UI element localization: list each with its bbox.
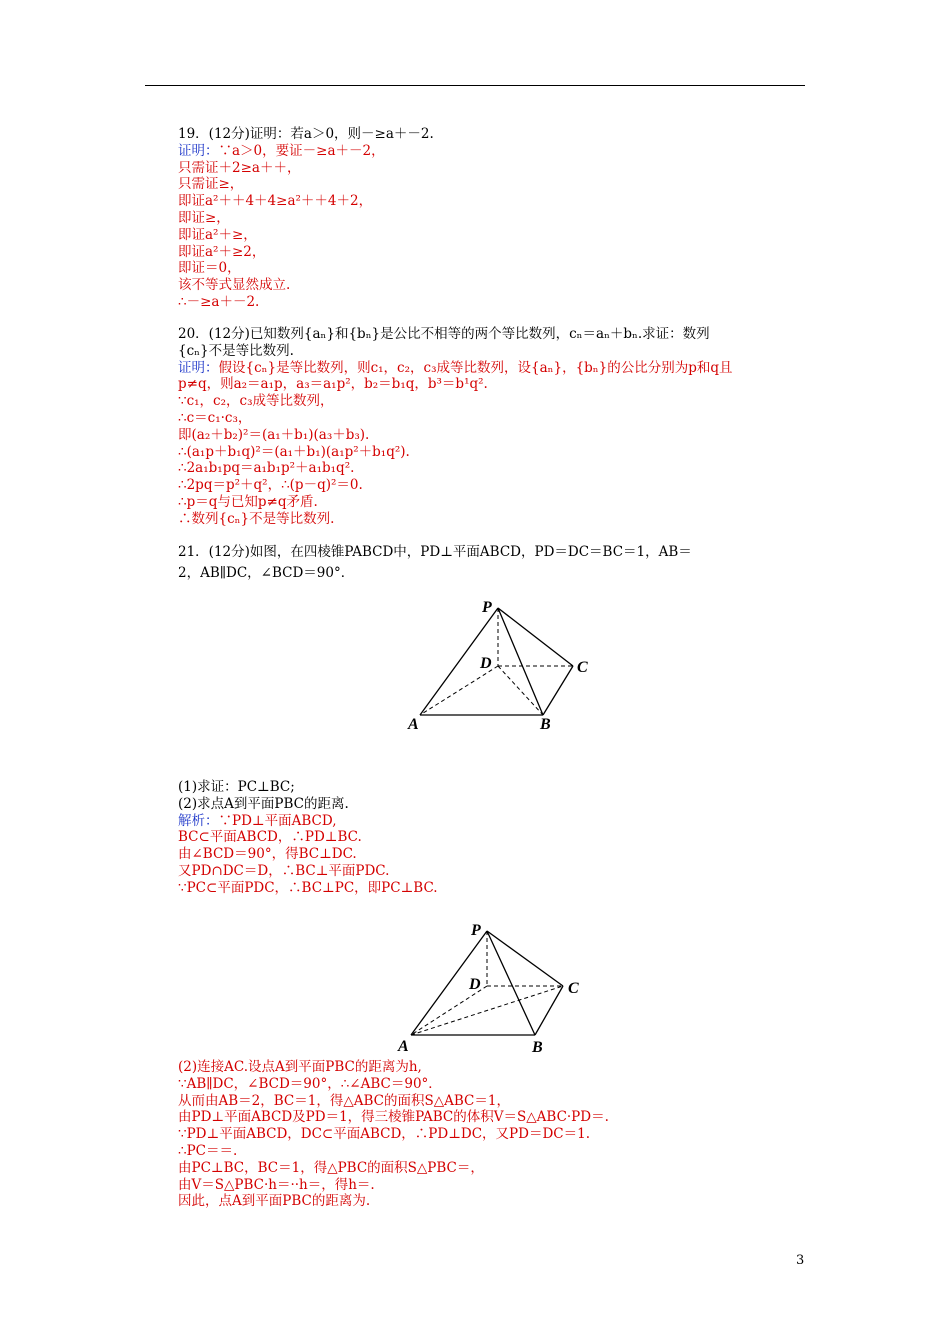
q21-part2-line: 由V＝S△PBC·h＝··h＝，得h＝. — [178, 1176, 375, 1193]
question-19 — [178, 126, 818, 311]
q21-part2-line: 因此，点A到平面PBC的距离为. — [178, 1193, 371, 1210]
q21-title-cont: 2，AB∥DC，∠BCD＝90°． — [178, 564, 355, 581]
question-20 — [178, 326, 806, 528]
q20-line: ∴c＝c₁·c₃， — [178, 409, 252, 426]
q21-part2-line: 由PC⊥BC，BC＝1，得△PBC的面积S△PBC＝， — [178, 1159, 484, 1176]
edge-ac — [411, 986, 563, 1035]
q19-title: 19．(12分)证明：若a＞0，则－≥a＋－2. — [178, 126, 434, 142]
q20-line: ∴2pq＝p²＋q²，∴(p－q)²＝0. — [178, 477, 363, 494]
question-21 — [178, 544, 806, 582]
q21-analysis-line: ∵PC⊂平面PDC，∴BC⊥PC，即PC⊥BC. — [178, 879, 438, 896]
edge-pc — [487, 931, 563, 986]
q19-line: 证明：∵a＞0，要证－≥a＋－2， — [178, 142, 385, 159]
q21-part2-line: ∴PC＝＝. — [178, 1142, 238, 1159]
edge-da — [411, 986, 487, 1035]
q19-line: ∴－≥a＋－2. — [178, 293, 260, 310]
label-b: B — [532, 1039, 543, 1056]
q19-line: 该不等式显然成立. — [178, 277, 291, 294]
q20-proof-first: 证明：假设{cₙ}是等比数列，则c₁，c₂，c₃成等比数列，设{aₙ}，{bₙ}的公比分别为p和q且 — [178, 359, 733, 376]
pyramid-figure-2 — [395, 915, 595, 1060]
q21-part2-line: ∵PD⊥平面ABCD，DC⊂平面ABCD，∴PD⊥DC，又PD＝DC＝1. — [178, 1126, 591, 1143]
q20-title: 20．(12分)已知数列{aₙ}和{bₙ}是公比不相等的两个等比数列，cₙ＝aₙ＋bₙ.求证：数列 — [178, 326, 710, 342]
q21-analysis-line: 由∠BCD＝90°，得BC⊥DC. — [178, 846, 357, 863]
q21-part2-line: (2)连接AC.设点A到平面PBC的距离为h, — [178, 1059, 422, 1075]
q21-analysis-first: 解析：∵PD⊥平面ABCD, — [178, 812, 337, 829]
label-d: D — [480, 655, 492, 672]
q19-line: 只需证≥， — [178, 176, 244, 193]
label-p: P — [482, 599, 492, 616]
q21-analysis-line: 又PD∩DC＝D，∴BC⊥平面PDC. — [178, 862, 390, 879]
q20-line: ∴p＝q与已知p≠q矛盾. — [178, 493, 318, 510]
label-c: C — [577, 659, 588, 676]
q21-part2-line: 从而由AB＝2，BC＝1，得△ABC的面积S△ABC＝1， — [178, 1092, 510, 1109]
q21-part2-line: 由PD⊥平面ABCD及PD＝1，得三棱锥PABC的体积V＝S△ABC·PD＝. — [178, 1109, 609, 1126]
q19-line: 即证＝0， — [178, 260, 241, 277]
q19-line: 即证a²＋≥2， — [178, 243, 266, 260]
label-b: B — [540, 716, 551, 733]
label-a: A — [408, 716, 419, 733]
q19-line: 即证a²＋＋4＋4≥a²＋＋4＋2， — [178, 193, 373, 210]
q21-analysis-line: BC⊂平面ABCD，∴PD⊥BC. — [178, 829, 362, 846]
q19-line: 即证≥， — [178, 209, 230, 226]
page-number: 3 — [796, 1253, 805, 1268]
q21-part2-line: ∵AB∥DC，∠BCD＝90°，∴∠ABC＝90°． — [178, 1075, 442, 1092]
q20-line: ∴2a₁b₁pq＝a₁b₁p²＋a₁b₁q². — [178, 460, 355, 477]
label-c: C — [568, 980, 579, 997]
q20-line: 即(a₂＋b₂)²＝(a₁＋b₁)(a₃＋b₃). — [178, 426, 370, 443]
q20-line: ∴(a₁p＋b₁q)²＝(a₁＋b₁)(a₁p²＋b₁q²). — [178, 443, 410, 460]
q20-line: p≠q，则a₂＝a₁p，a₃＝a₁p²，b₂＝b₁q，b³＝b¹q². — [178, 376, 488, 393]
q20-title-cont: {cₙ}不是等比数列. — [178, 342, 294, 359]
q20-line: ∴数列{cₙ}不是等比数列. — [178, 510, 335, 527]
q21-part: (2)求点A到平面PBC的距离. — [178, 795, 349, 812]
q21-analysis — [178, 779, 818, 897]
q19-line: 只需证＋2≥a＋＋， — [178, 159, 301, 176]
label-p: P — [471, 922, 481, 939]
header-rule — [145, 85, 805, 86]
label-d: D — [469, 976, 481, 993]
q21-title: 21．(12分)如图，在四棱锥PABCD中，PD⊥平面ABCD，PD＝DC＝BC＝1，AB＝ — [178, 544, 692, 560]
q21-part2 — [178, 1059, 818, 1210]
label-a: A — [398, 1038, 409, 1055]
edge-pb — [487, 931, 535, 1035]
q20-line: ∵c₁，c₂，c₃成等比数列， — [178, 393, 334, 410]
q19-line: 即证a²＋≥， — [178, 226, 257, 243]
q21-part: (1)求证：PC⊥BC; — [178, 779, 295, 795]
pyramid-figure-1 — [400, 595, 590, 735]
